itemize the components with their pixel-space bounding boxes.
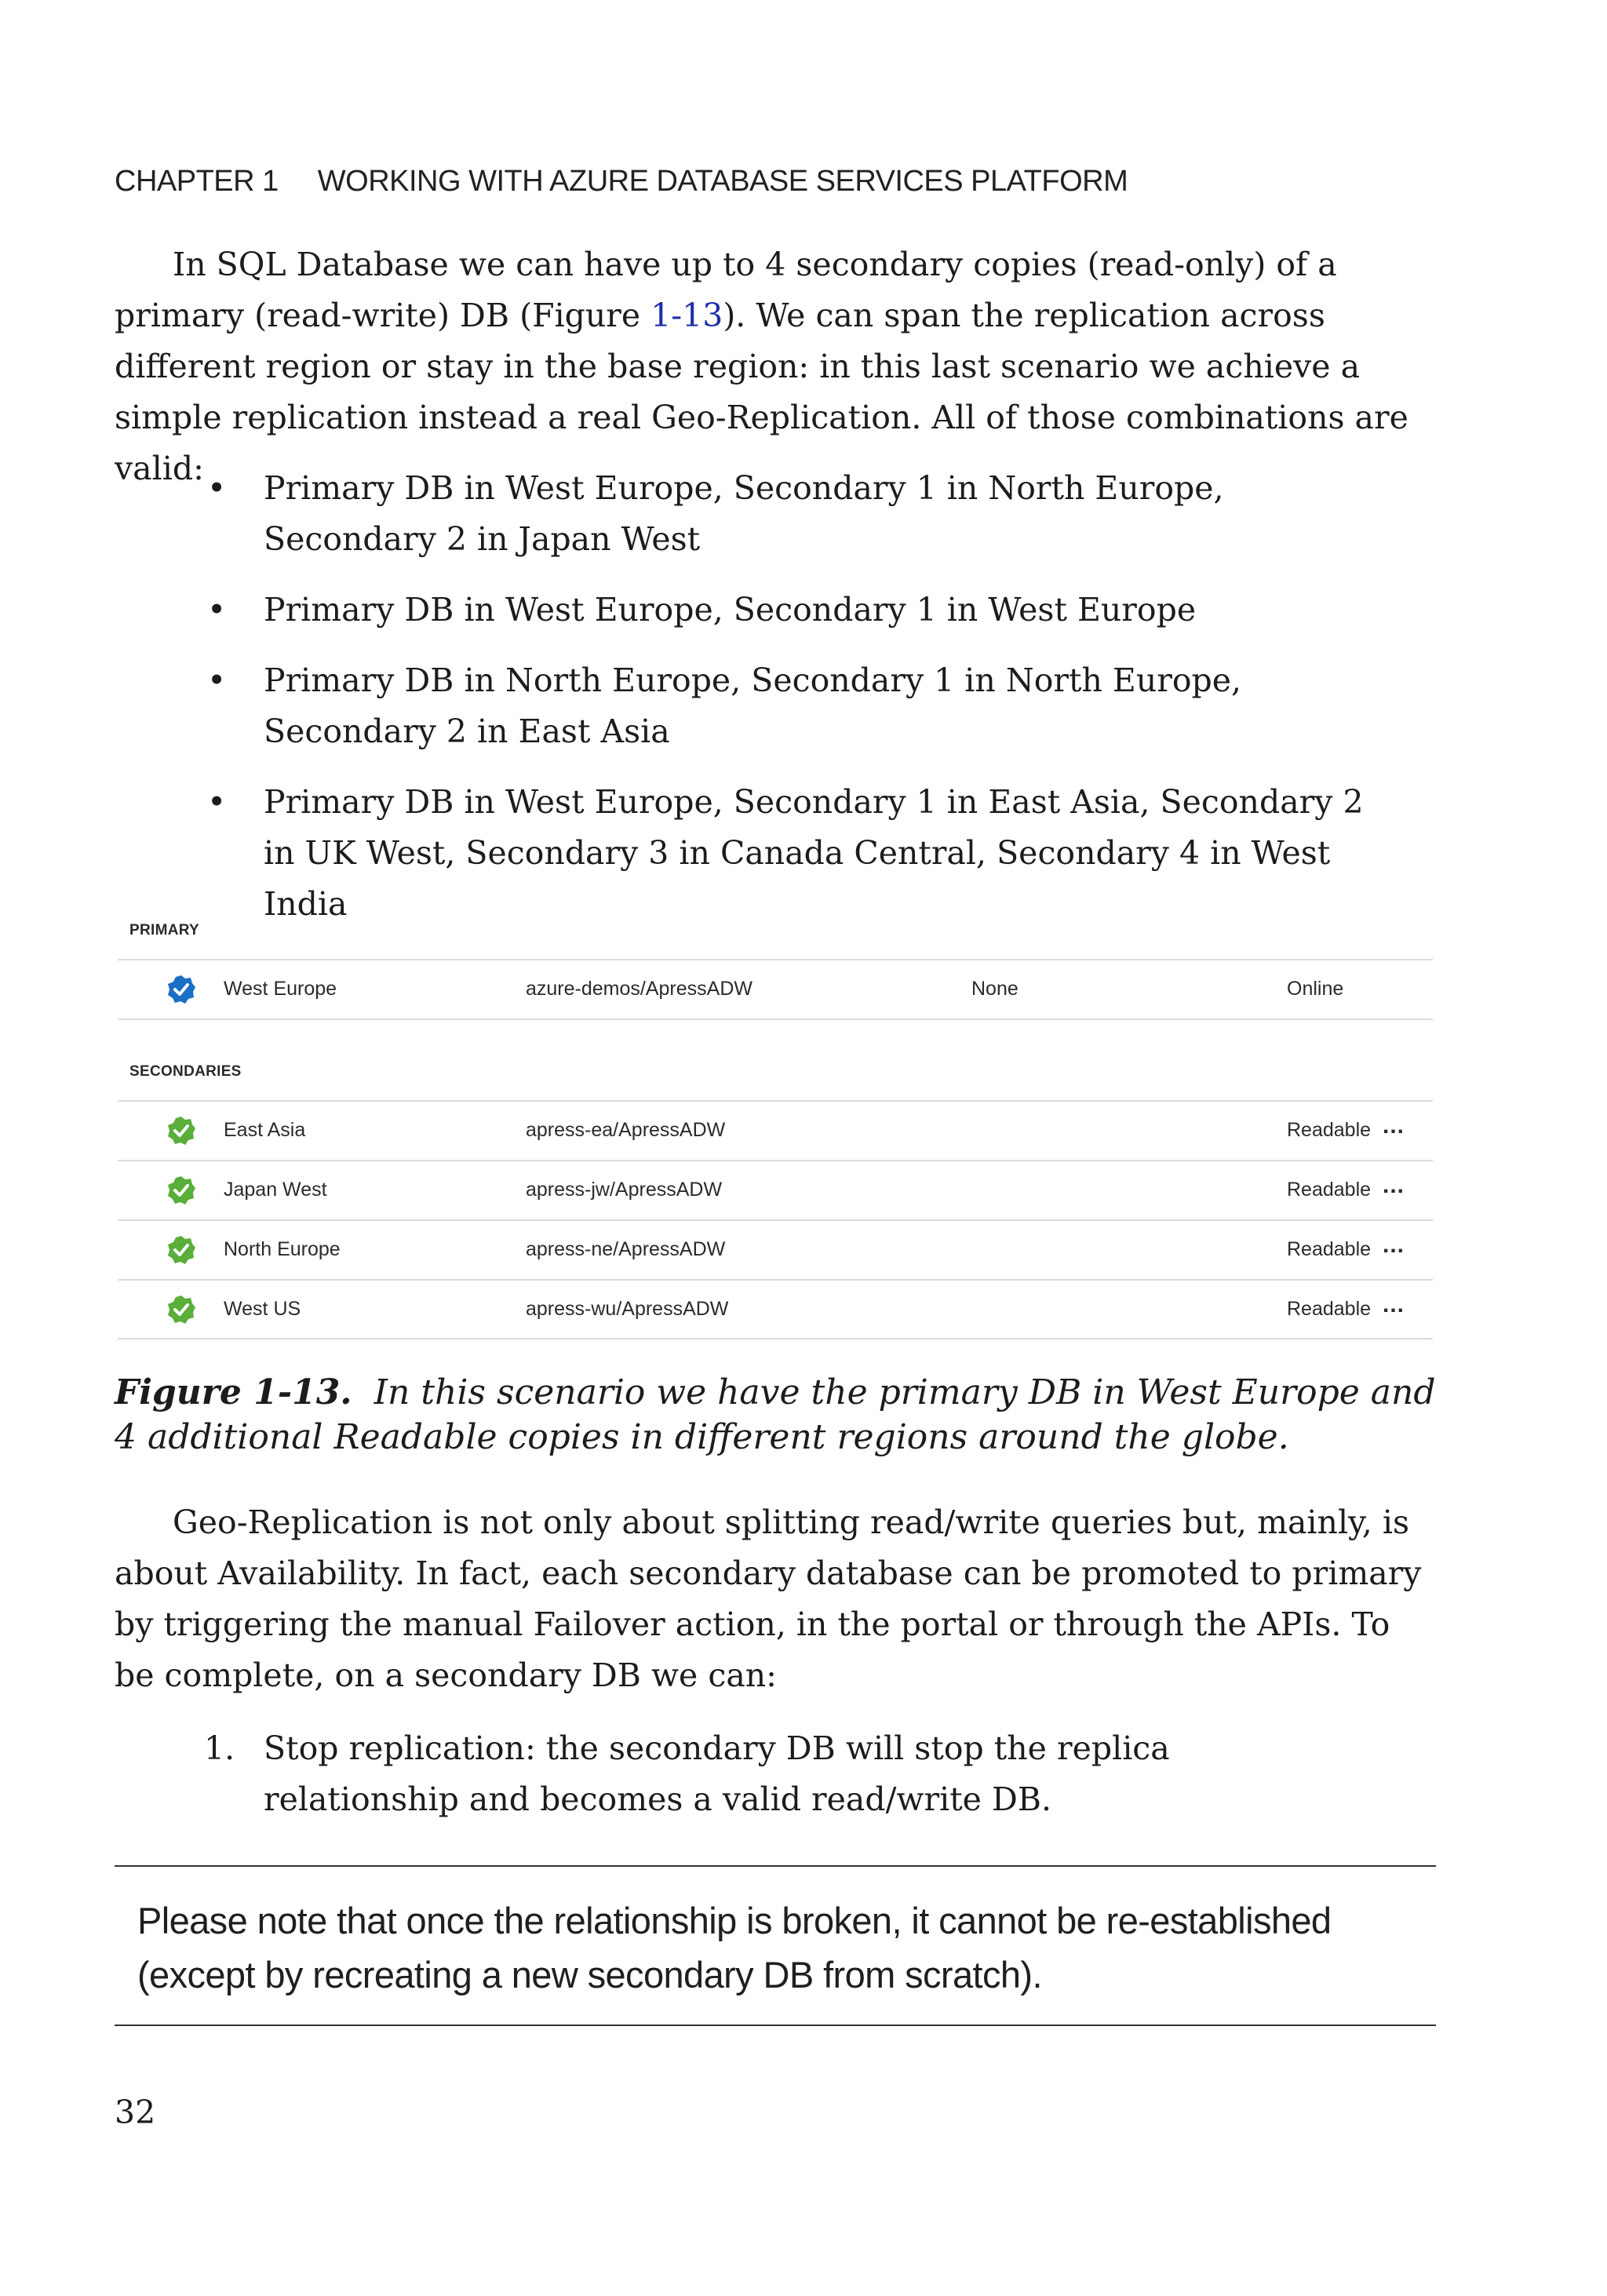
secondary-check-icon xyxy=(166,1175,196,1205)
figure-reference-link[interactable]: 1-13 xyxy=(650,297,723,334)
server-name: apress-jw/ApressADW xyxy=(526,1179,723,1201)
secondary-row[interactable] xyxy=(118,1281,1433,1339)
caption-text: In this scenario we have the primary DB in West Europe and 4 additional Readable copies in different regions around the globe. xyxy=(115,1372,1436,1457)
running-head xyxy=(115,165,1128,199)
status-text: Readable xyxy=(1287,1119,1372,1141)
bullet-item: • Primary DB in West Europe, Secondary 1 in North Europe, Secondary 2 in Japan West xyxy=(207,469,1224,558)
server-name: apress-wu/ApressADW xyxy=(526,1298,729,1320)
secondary-check-icon xyxy=(166,1235,196,1265)
server-name: apress-ea/ApressADW xyxy=(526,1119,726,1141)
secondary-row[interactable] xyxy=(118,1221,1433,1279)
geo-replication-figure xyxy=(118,914,1433,1338)
server-name: azure-demos/ApressADW xyxy=(526,978,752,1000)
region-name: East Asia xyxy=(224,1119,306,1141)
bullet-item: • Primary DB in West Europe, Secondary 1 in West Europe xyxy=(207,591,1197,629)
note-box: Please note that once the relationship is broken, it cannot be re-established (except by recreating a new secondary DB from scratch). xyxy=(137,1900,1332,1995)
more-actions-icon[interactable]: ... xyxy=(1383,1113,1405,1139)
page-number: 32 xyxy=(115,2094,156,2131)
secondaries-section-label: SECONDARIES xyxy=(129,1063,242,1080)
note-top-rule xyxy=(115,1865,1436,1867)
status-text: Readable xyxy=(1287,1298,1372,1320)
intro-paragraph: In SQL Database we can have up to 4 secondary copies (read-only) of a primary (read-write) DB (Figure 1-13). We can span the replication across different region or stay in the base region: in this last scenario we achieve a simple replication instead a real Geo-Replication. All of those combinations are valid: xyxy=(115,246,1408,487)
divider xyxy=(118,1338,1433,1339)
more-actions-icon[interactable]: ... xyxy=(1383,1172,1405,1198)
primary-row[interactable] xyxy=(118,960,1433,1019)
secondary-check-icon xyxy=(166,1295,196,1325)
region-name: Japan West xyxy=(224,1179,327,1201)
chapter-title: WORKING WITH AZURE DATABASE SERVICES PLATFORM xyxy=(317,165,1128,198)
status-text: Online xyxy=(1287,978,1344,1000)
region-name: West US xyxy=(224,1298,301,1320)
primary-section-label: PRIMARY xyxy=(129,922,200,938)
bullet-item: • Primary DB in North Europe, Secondary 1 in North Europe, Secondary 2 in East Asia xyxy=(207,661,1242,750)
region-name: North Europe xyxy=(224,1238,341,1260)
server-name: apress-ne/ApressADW xyxy=(526,1238,726,1260)
list-number: 1. xyxy=(204,1729,235,1767)
more-actions-icon[interactable]: ... xyxy=(1383,1232,1405,1258)
chapter-label: CHAPTER 1 xyxy=(115,165,279,198)
note-bottom-rule xyxy=(115,2024,1436,2026)
bullet-item: • Primary DB in West Europe, Secondary 1 in East Asia, Secondary 2 in UK West, Secondary 3 in Canada Central, Secondary 4 in West India xyxy=(207,783,1364,923)
list-text: Stop replication: the secondary DB will stop the replica relationship and becomes a valid read/write DB. xyxy=(264,1729,1170,1818)
primary-check-icon xyxy=(166,975,196,1004)
more-actions-icon[interactable]: ... xyxy=(1383,1292,1405,1317)
status-text: Readable xyxy=(1287,1238,1372,1260)
figure-caption xyxy=(115,1370,1448,1460)
status-text: Readable xyxy=(1287,1179,1372,1201)
failover-policy: None xyxy=(971,978,1018,1000)
secondary-check-icon xyxy=(166,1116,196,1146)
secondary-row[interactable] xyxy=(118,1161,1433,1219)
region-name: West Europe xyxy=(224,978,337,1000)
secondary-row[interactable] xyxy=(118,1102,1433,1160)
body-paragraph: Geo-Replication is not only about splitting read/write queries but, mainly, is about Availability. In fact, each secondary database can be promoted to primary by triggering the manual Failover action, in the portal or through the APIs. To be complete, on a secondary DB we can: xyxy=(115,1503,1422,1694)
ordered-list-item xyxy=(204,1723,1362,1825)
caption-label: Figure 1-13. xyxy=(115,1372,352,1412)
divider xyxy=(118,1019,1433,1020)
